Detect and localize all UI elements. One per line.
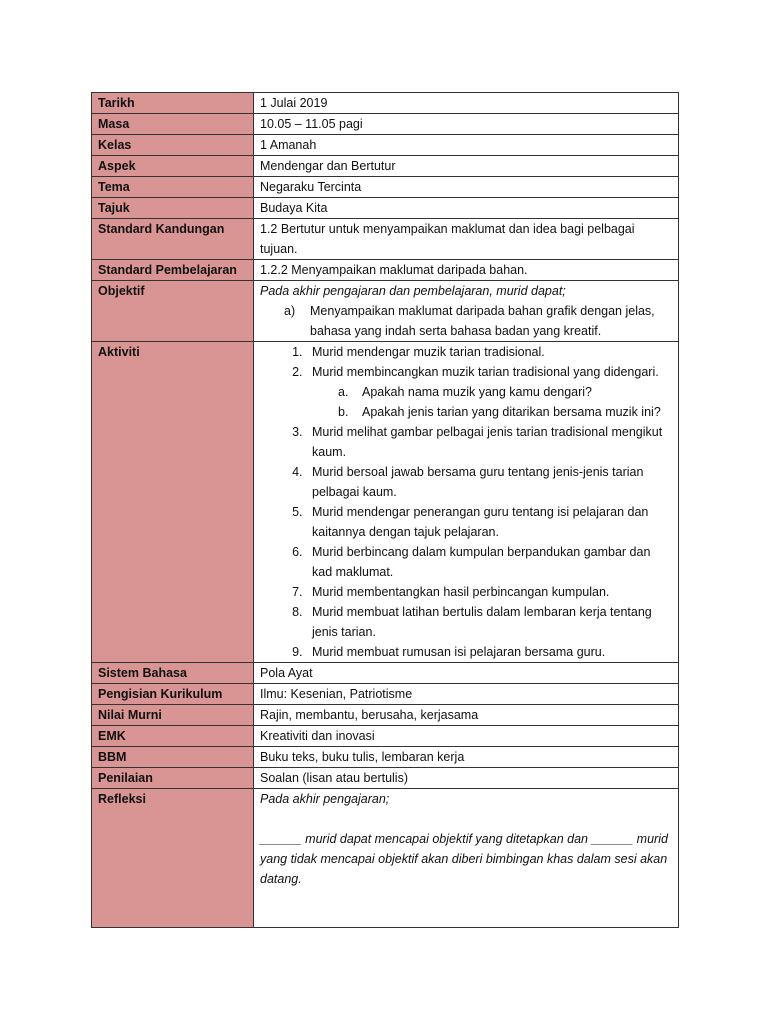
aktiviti-steps [260,342,672,662]
label-tajuk: Tajuk [92,198,254,219]
row-tema [92,177,679,198]
value-tarikh: 1 Julai 2019 [254,93,679,114]
aktiviti-sub-item [332,402,672,422]
lesson-plan-table [91,92,679,928]
row-standard-pembelajaran [92,260,679,281]
label-objektif: Objektif [92,281,254,342]
value-nilai-murni: Rajin, membantu, berusaha, kerjasama [254,705,679,726]
row-refleksi [92,789,679,928]
value-refleksi [254,789,679,928]
aktiviti-step [306,362,672,422]
value-aspek: Mendengar dan Bertutur [254,156,679,177]
aktiviti-step: 1. Murid mendengar muzik tarian tradisional. [306,342,672,362]
aktiviti-step: 5. Murid mendengar penerangan guru tentang isi pelajaran dan kaitannya dengan tajuk pelajaran. [306,502,672,542]
aktiviti-step: 8. Murid membuat latihan bertulis dalam lembaran kerja tentang jenis tarian. [306,602,672,642]
aktiviti-step-text: Murid membincangkan muzik tarian tradisional yang didengari. [312,365,659,379]
value-sistem-bahasa: Pola Ayat [254,663,679,684]
aktiviti-sub-text: Apakah nama muzik yang kamu dengari? [362,385,592,399]
objektif-list [260,301,672,341]
value-penilaian: Soalan (lisan atau bertulis) [254,768,679,789]
row-kelas [92,135,679,156]
label-aspek: Aspek [92,156,254,177]
label-pengisian-kurikulum: Pengisian Kurikulum [92,684,254,705]
row-bbm [92,747,679,768]
refleksi-intro: Pada akhir pengajaran; [260,792,390,806]
value-emk: Kreativiti dan inovasi [254,726,679,747]
label-kelas: Kelas [92,135,254,156]
row-sistem-bahasa [92,663,679,684]
value-standard-kandungan: 1.2 Bertutur untuk menyampaikan maklumat dan idea bagi pelbagai tujuan. [254,219,679,260]
row-aspek [92,156,679,177]
row-penilaian [92,768,679,789]
value-aktiviti [254,342,679,663]
value-bbm: Buku teks, buku tulis, lembaran kerja [254,747,679,768]
aktiviti-step: 3. Murid melihat gambar pelbagai jenis tarian tradisional mengikut kaum. [306,422,672,462]
aktiviti-step: 6. Murid berbincang dalam kumpulan berpandukan gambar dan kad maklumat. [306,542,672,582]
label-standard-pembelajaran: Standard Pembelajaran [92,260,254,281]
aktiviti-step: 4. Murid bersoal jawab bersama guru tentang jenis-jenis tarian pelbagai kaum. [306,462,672,502]
objektif-item [284,301,672,341]
value-masa: 10.05 – 11.05 pagi [254,114,679,135]
label-masa: Masa [92,114,254,135]
row-tajuk [92,198,679,219]
objektif-item-text: Menyampaikan maklumat daripada bahan grafik dengan jelas, bahasa yang indah serta bahasa badan yang kreatif. [310,304,655,338]
row-aktiviti [92,342,679,663]
label-bbm: BBM [92,747,254,768]
aktiviti-sub-marker: a. [338,385,349,399]
aktiviti-sub-list [312,382,672,422]
label-penilaian: Penilaian [92,768,254,789]
label-aktiviti: Aktiviti [92,342,254,663]
row-emk [92,726,679,747]
aktiviti-sub-text: Apakah jenis tarian yang ditarikan bersama muzik ini? [362,405,661,419]
label-refleksi: Refleksi [92,789,254,928]
value-standard-pembelajaran: 1.2.2 Menyampaikan maklumat daripada bahan. [254,260,679,281]
label-standard-kandungan: Standard Kandungan [92,219,254,260]
value-kelas: 1 Amanah [254,135,679,156]
refleksi-text: ______ murid dapat mencapai objektif yang ditetapkan dan ______ murid yang tidak mencapai objektif akan diberi bimbingan khas dalam sesi akan datang. [260,832,668,886]
row-standard-kandungan [92,219,679,260]
aktiviti-step: 7. Murid membentangkan hasil perbincangan kumpulan. [306,582,672,602]
value-objektif [254,281,679,342]
aktiviti-sub-marker: b. [338,405,349,419]
objektif-intro: Pada akhir pengajaran dan pembelajaran, murid dapat; [260,284,566,298]
row-objektif [92,281,679,342]
objektif-item-marker: a) [284,304,296,318]
value-tajuk: Budaya Kita [254,198,679,219]
row-nilai-murni [92,705,679,726]
row-masa [92,114,679,135]
label-nilai-murni: Nilai Murni [92,705,254,726]
label-emk: EMK [92,726,254,747]
label-sistem-bahasa: Sistem Bahasa [92,663,254,684]
aktiviti-step: 9. Murid membuat rumusan isi pelajaran bersama guru. [306,642,672,662]
label-tarikh: Tarikh [92,93,254,114]
row-tarikh [92,93,679,114]
label-tema: Tema [92,177,254,198]
refleksi-spacer [260,809,672,829]
aktiviti-sub-item [332,382,672,402]
row-pengisian-kurikulum [92,684,679,705]
value-pengisian-kurikulum: Ilmu: Kesenian, Patriotisme [254,684,679,705]
value-tema: Negaraku Tercinta [254,177,679,198]
